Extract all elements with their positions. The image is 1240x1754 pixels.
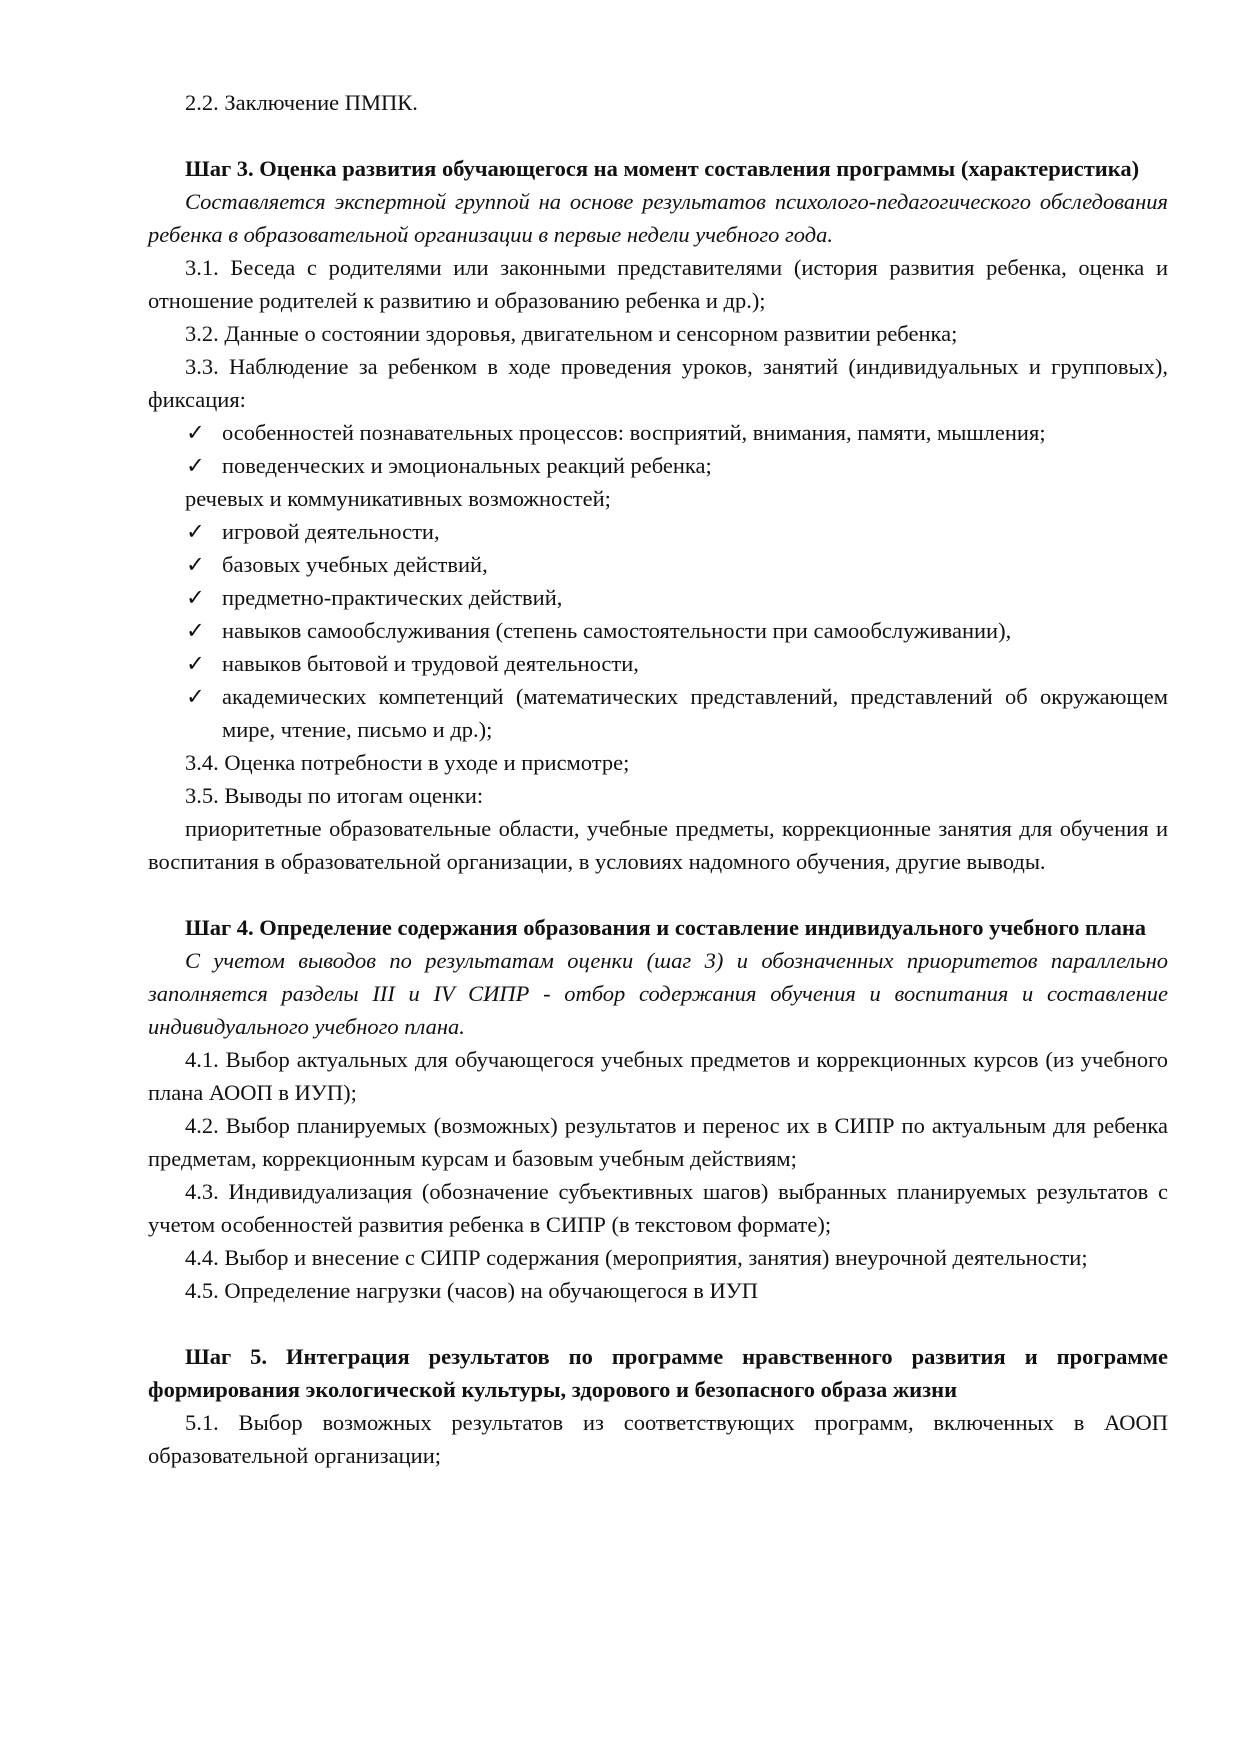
- check-item: ✓ навыков бытовой и трудовой деятельности,: [148, 647, 1168, 680]
- check-icon: ✓: [186, 684, 205, 709]
- paragraph-3-5: 3.5. Выводы по итогам оценки:: [185, 783, 484, 808]
- paragraph-3-4: 3.4. Оценка потребности в уходе и присмотре;: [185, 750, 630, 775]
- step5-heading: Шаг 5. Интеграция результатов по программе нравственного развития и программе формирования экологической культуры, здорового и безопасного образа жизни: [148, 1344, 1168, 1402]
- paragraph-4-5: 4.5. Определение нагрузки (часов) на обучающегося в ИУП: [185, 1278, 758, 1303]
- check-icon: ✓: [186, 585, 205, 610]
- paragraph-2-2: 2.2. Заключение ПМПК.: [185, 90, 418, 115]
- step3-note: Составляется экспертной группой на основе результатов психолого-педагогического обследования ребенка в образовательной организации в первые недели учебного года.: [148, 189, 1168, 247]
- step4-note: С учетом выводов по результатам оценки (шаг 3) и обозначенных приоритетов параллельно заполняется разделы III и IV СИПР - отбор содержания обучения и воспитания и составление индивидуального учебного плана.: [148, 948, 1168, 1039]
- check-item: ✓ особенностей познавательных процессов: восприятий, внимания, памяти, мышления;: [148, 416, 1168, 449]
- check-icon: ✓: [186, 618, 205, 643]
- conclusions-text: приоритетные образовательные области, учебные предметы, коррекционные занятия для обучения и воспитания в образовательной организации, в условиях надомного обучения, другие выводы.: [148, 816, 1168, 874]
- paragraph-4-3: 4.3. Индивидуализация (обозначение субъективных шагов) выбранных планируемых результатов с учетом особенностей развития ребенка в СИПР (в текстовом формате);: [148, 1179, 1168, 1237]
- check-icon: ✓: [186, 651, 205, 676]
- paragraph-3-1: 3.1. Беседа с родителями или законными представителями (история развития ребенка, оценка и отношение родителей к развитию и образованию ребенка и др.);: [148, 255, 1168, 313]
- check-icon: ✓: [186, 453, 205, 478]
- check-item: ✓ поведенческих и эмоциональных реакций ребенка;: [148, 449, 1168, 482]
- paragraph-4-4: 4.4. Выбор и внесение с СИПР содержания (мероприятия, занятия) внеурочной деятельности;: [185, 1245, 1088, 1270]
- step3-heading: Шаг 3. Оценка развития обучающегося на момент составления программы (характеристика): [185, 156, 1140, 181]
- paragraph-4-1: 4.1. Выбор актуальных для обучающегося учебных предметов и коррекционных курсов (из учебного плана АООП в ИУП);: [148, 1047, 1168, 1105]
- check-icon: ✓: [186, 420, 205, 445]
- check-item: ✓ базовых учебных действий,: [148, 548, 1168, 581]
- paragraph-5-1: 5.1. Выбор возможных результатов из соответствующих программ, включенных в АООП образовательной организации;: [148, 1410, 1168, 1468]
- step4-heading: Шаг 4. Определение содержания образования и составление индивидуального учебного плана: [185, 915, 1147, 940]
- paragraph-3-2: 3.2. Данные о состоянии здоровья, двигательном и сенсорном развитии ребенка;: [185, 321, 958, 346]
- paragraph-4-2: 4.2. Выбор планируемых (возможных) результатов и перенос их в СИПР по актуальным для ребенка предметам, коррекционным курсам и базовым учебным действиям;: [148, 1113, 1168, 1171]
- plain-item: речевых и коммуникативных возможностей;: [185, 486, 611, 511]
- check-icon: ✓: [186, 519, 205, 544]
- check-item: ✓ игровой деятельности,: [148, 515, 1168, 548]
- check-item: ✓ навыков самообслуживания (степень самостоятельности при самообслуживании),: [148, 614, 1168, 647]
- check-item: ✓ предметно-практических действий,: [148, 581, 1168, 614]
- check-item: ✓ академических компетенций (математических представлений, представлений об окружающем мире, чтение, письмо и др.);: [148, 680, 1168, 746]
- document-page: [148, 86, 1168, 1472]
- check-icon: ✓: [186, 552, 205, 577]
- paragraph-3-3: 3.3. Наблюдение за ребенком в ходе проведения уроков, занятий (индивидуальных и групповых), фиксация:: [148, 354, 1168, 412]
